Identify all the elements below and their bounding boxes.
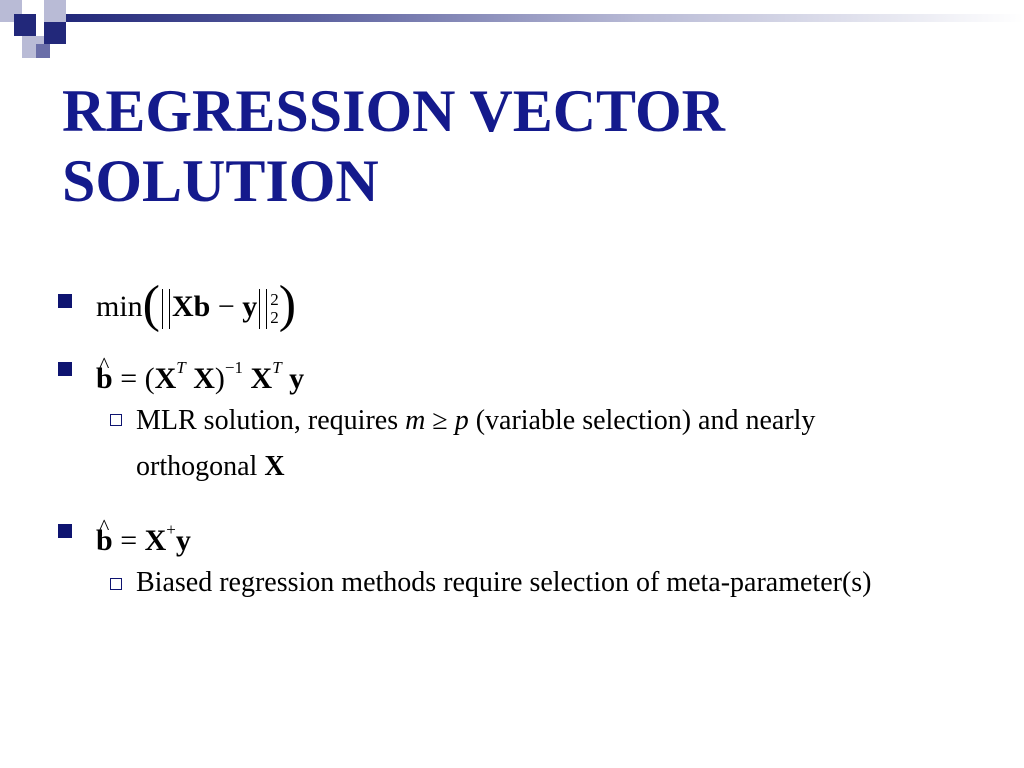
equation-min-norm: min( Xb − y 2 2 ) — [96, 276, 297, 333]
sub-bullet-marker — [110, 578, 122, 590]
equation-mlr: ^ $b = (X^T$ X)$^{-1}$ $X^T$ y — [96, 352, 304, 399]
deco-square — [44, 22, 66, 44]
mlr-note: MLR solution, requires m ≥ p (variable selection) and nearly orthogonal X — [136, 405, 816, 482]
bullet-marker — [58, 294, 72, 308]
header-gradient-bar — [66, 14, 1024, 22]
bullet-marker — [58, 524, 72, 538]
equation-pseudoinverse: ^ b = X+y — [96, 514, 191, 561]
slide-title: REGRESSION VECTOR SOLUTION — [62, 78, 725, 214]
bullet-marker — [58, 362, 72, 376]
corner-decoration — [0, 0, 1024, 70]
biased-regression-note: Biased regression methods require selection of meta-parameter(s) — [136, 567, 872, 598]
sub-bullet-marker — [110, 414, 122, 426]
deco-square — [14, 14, 36, 36]
deco-square — [36, 44, 50, 58]
deco-square — [44, 0, 66, 22]
